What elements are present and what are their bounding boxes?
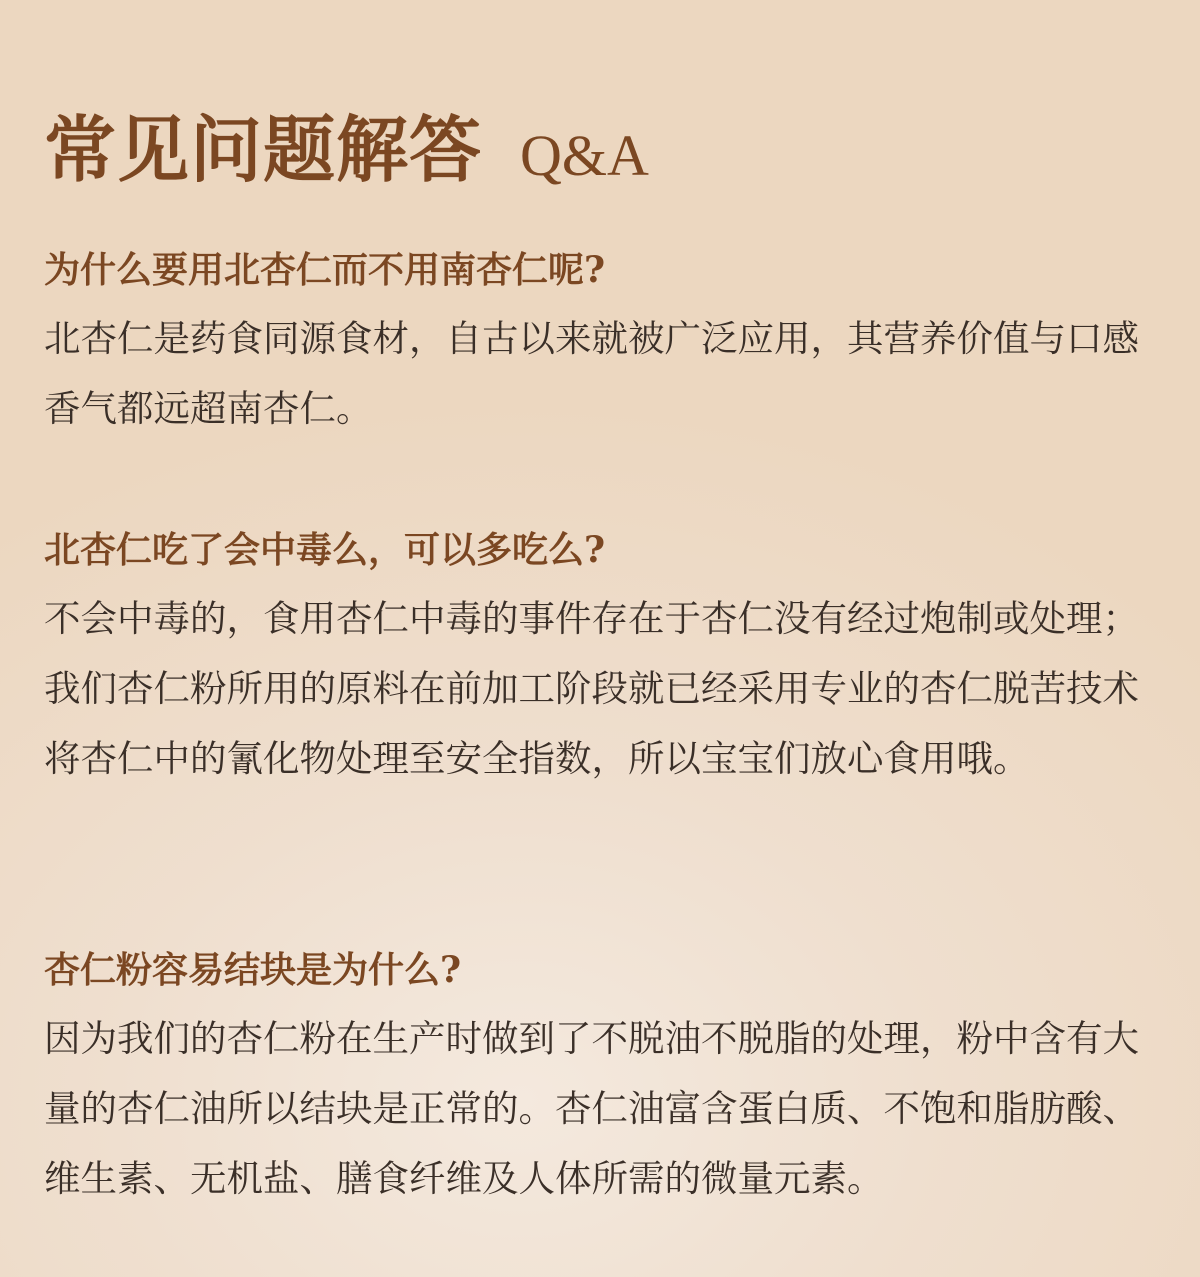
faq-answer: 北杏仁是药食同源食材，自古以来就被广泛应用，其营养价值与口感香气都远超南杏仁。: [44, 317, 1139, 430]
faq-question: 杏仁粉容易结块是为什么?: [44, 949, 462, 991]
faq-answer: 不会中毒的，食用杏仁中毒的事件存在于杏仁没有经过炮制或处理；我们杏仁粉所用的原料在前加工阶段就已经采用专业的杏仁脱苦技术将杏仁中的氰化物处理至安全指数，所以宝宝们放心食用哦。: [44, 597, 1139, 780]
faq-item: [44, 950, 1144, 1214]
faq-item: [44, 530, 1144, 794]
faq-answer: 因为我们的杏仁粉在生产时做到了不脱油不脱脂的处理，粉中含有大量的杏仁油所以结块是正常的。杏仁油富含蛋白质、不饱和脂肪酸、维生素、无机盐、膳食纤维及人体所需的微量元素。: [44, 1017, 1139, 1200]
page-subtitle: Q&A: [520, 123, 649, 188]
faq-question: 为什么要用北杏仁而不用南杏仁呢?: [44, 249, 606, 291]
faq-item: [44, 250, 1144, 444]
page-header: [44, 92, 649, 192]
page-title: 常见问题解答: [44, 107, 483, 192]
faq-question: 北杏仁吃了会中毒么，可以多吃么?: [44, 529, 606, 571]
